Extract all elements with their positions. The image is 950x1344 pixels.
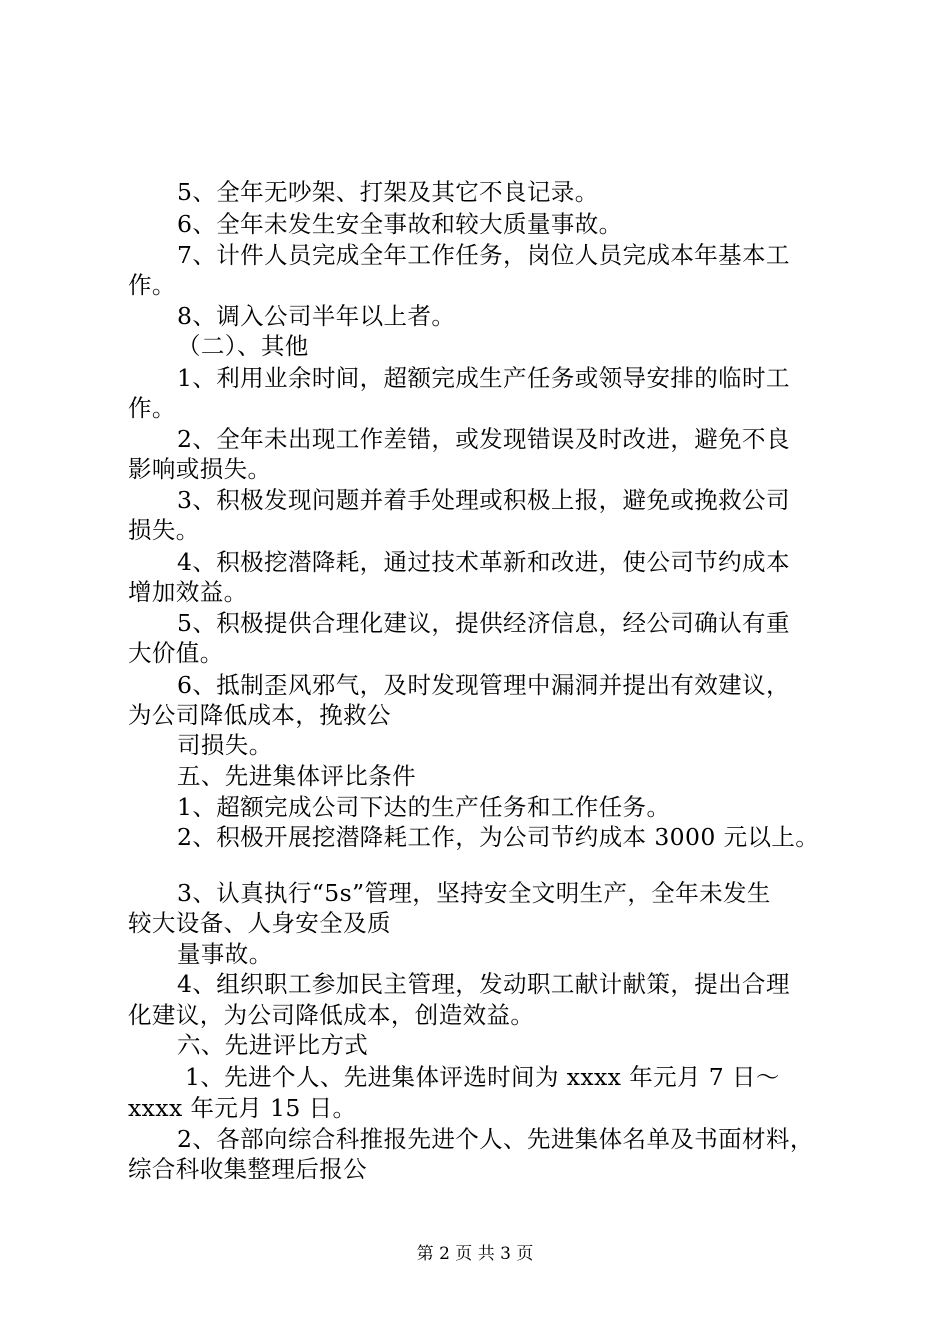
text-line-31: 2、各部向综合科推报先进个人、先进集体名单及书面材料， — [177, 1125, 814, 1153]
text-line-1: 5、全年无吵架、打架及其它不良记录。 — [177, 178, 599, 206]
page-number-footer: 第 2 页 共 3 页 — [416, 1244, 534, 1264]
section-heading-other: （二）、其他 — [177, 332, 309, 360]
text-line-12: 损失。 — [128, 516, 200, 544]
text-line-23: 3、认真执行“5s”管理，坚持安全文明生产，全年未发生 — [177, 879, 771, 907]
text-line-24: 较大设备、人身安全及质 — [128, 909, 391, 937]
text-line-29: 1、先进个人、先进集体评选时间为 xxxx 年元月 7 日～ — [185, 1063, 780, 1091]
text-line-16: 大价值。 — [128, 639, 224, 667]
text-line-10: 影响或损失。 — [128, 455, 272, 483]
text-line-25: 量事故。 — [177, 940, 273, 968]
text-line-18: 为公司降低成本，挽救公 — [128, 701, 391, 729]
text-line-15: 5、积极提供合理化建议，提供经济信息，经公司确认有重 — [177, 609, 790, 637]
text-line-13: 4、积极挖潜降耗，通过技术革新和改进，使公司节约成本 — [177, 548, 790, 576]
text-line-11: 3、积极发现问题并着手处理或积极上报，避免或挽救公司 — [177, 486, 790, 514]
text-line-9: 2、全年未出现工作差错，或发现错误及时改进，避免不良 — [177, 425, 790, 453]
text-line-27: 化建议，为公司降低成本，创造效益。 — [128, 1001, 535, 1029]
text-line-17: 6、抵制歪风邪气，及时发现管理中漏洞并提出有效建议， — [177, 671, 790, 699]
section-heading-method: 六、先进评比方式 — [177, 1031, 369, 1059]
text-line-19: 司损失。 — [177, 731, 273, 759]
text-line-26: 4、组织职工参加民主管理，发动职工献计献策，提出合理 — [177, 970, 790, 998]
text-line-32: 综合科收集整理后报公 — [128, 1155, 367, 1183]
text-line-21: 1、超额完成公司下达的生产任务和工作任务。 — [177, 793, 671, 821]
text-line-8: 作。 — [128, 394, 176, 422]
text-line-4: 作。 — [128, 271, 176, 299]
text-line-30: xxxx 年元月 15 日。 — [128, 1094, 357, 1122]
text-line-2: 6、全年未发生安全事故和较大质量事故。 — [177, 210, 623, 238]
section-heading-collective: 五、先进集体评比条件 — [177, 762, 416, 790]
text-line-22: 2、积极开展挖潜降耗工作，为公司节约成本 3000 元以上。 — [177, 823, 820, 851]
text-line-7: 1、利用业余时间，超额完成生产任务或领导安排的临时工 — [177, 364, 790, 392]
text-line-5: 8、调入公司半年以上者。 — [177, 302, 456, 330]
text-line-14: 增加效益。 — [128, 578, 248, 606]
text-line-3: 7、计件人员完成全年工作任务，岗位人员完成本年基本工 — [177, 241, 790, 269]
